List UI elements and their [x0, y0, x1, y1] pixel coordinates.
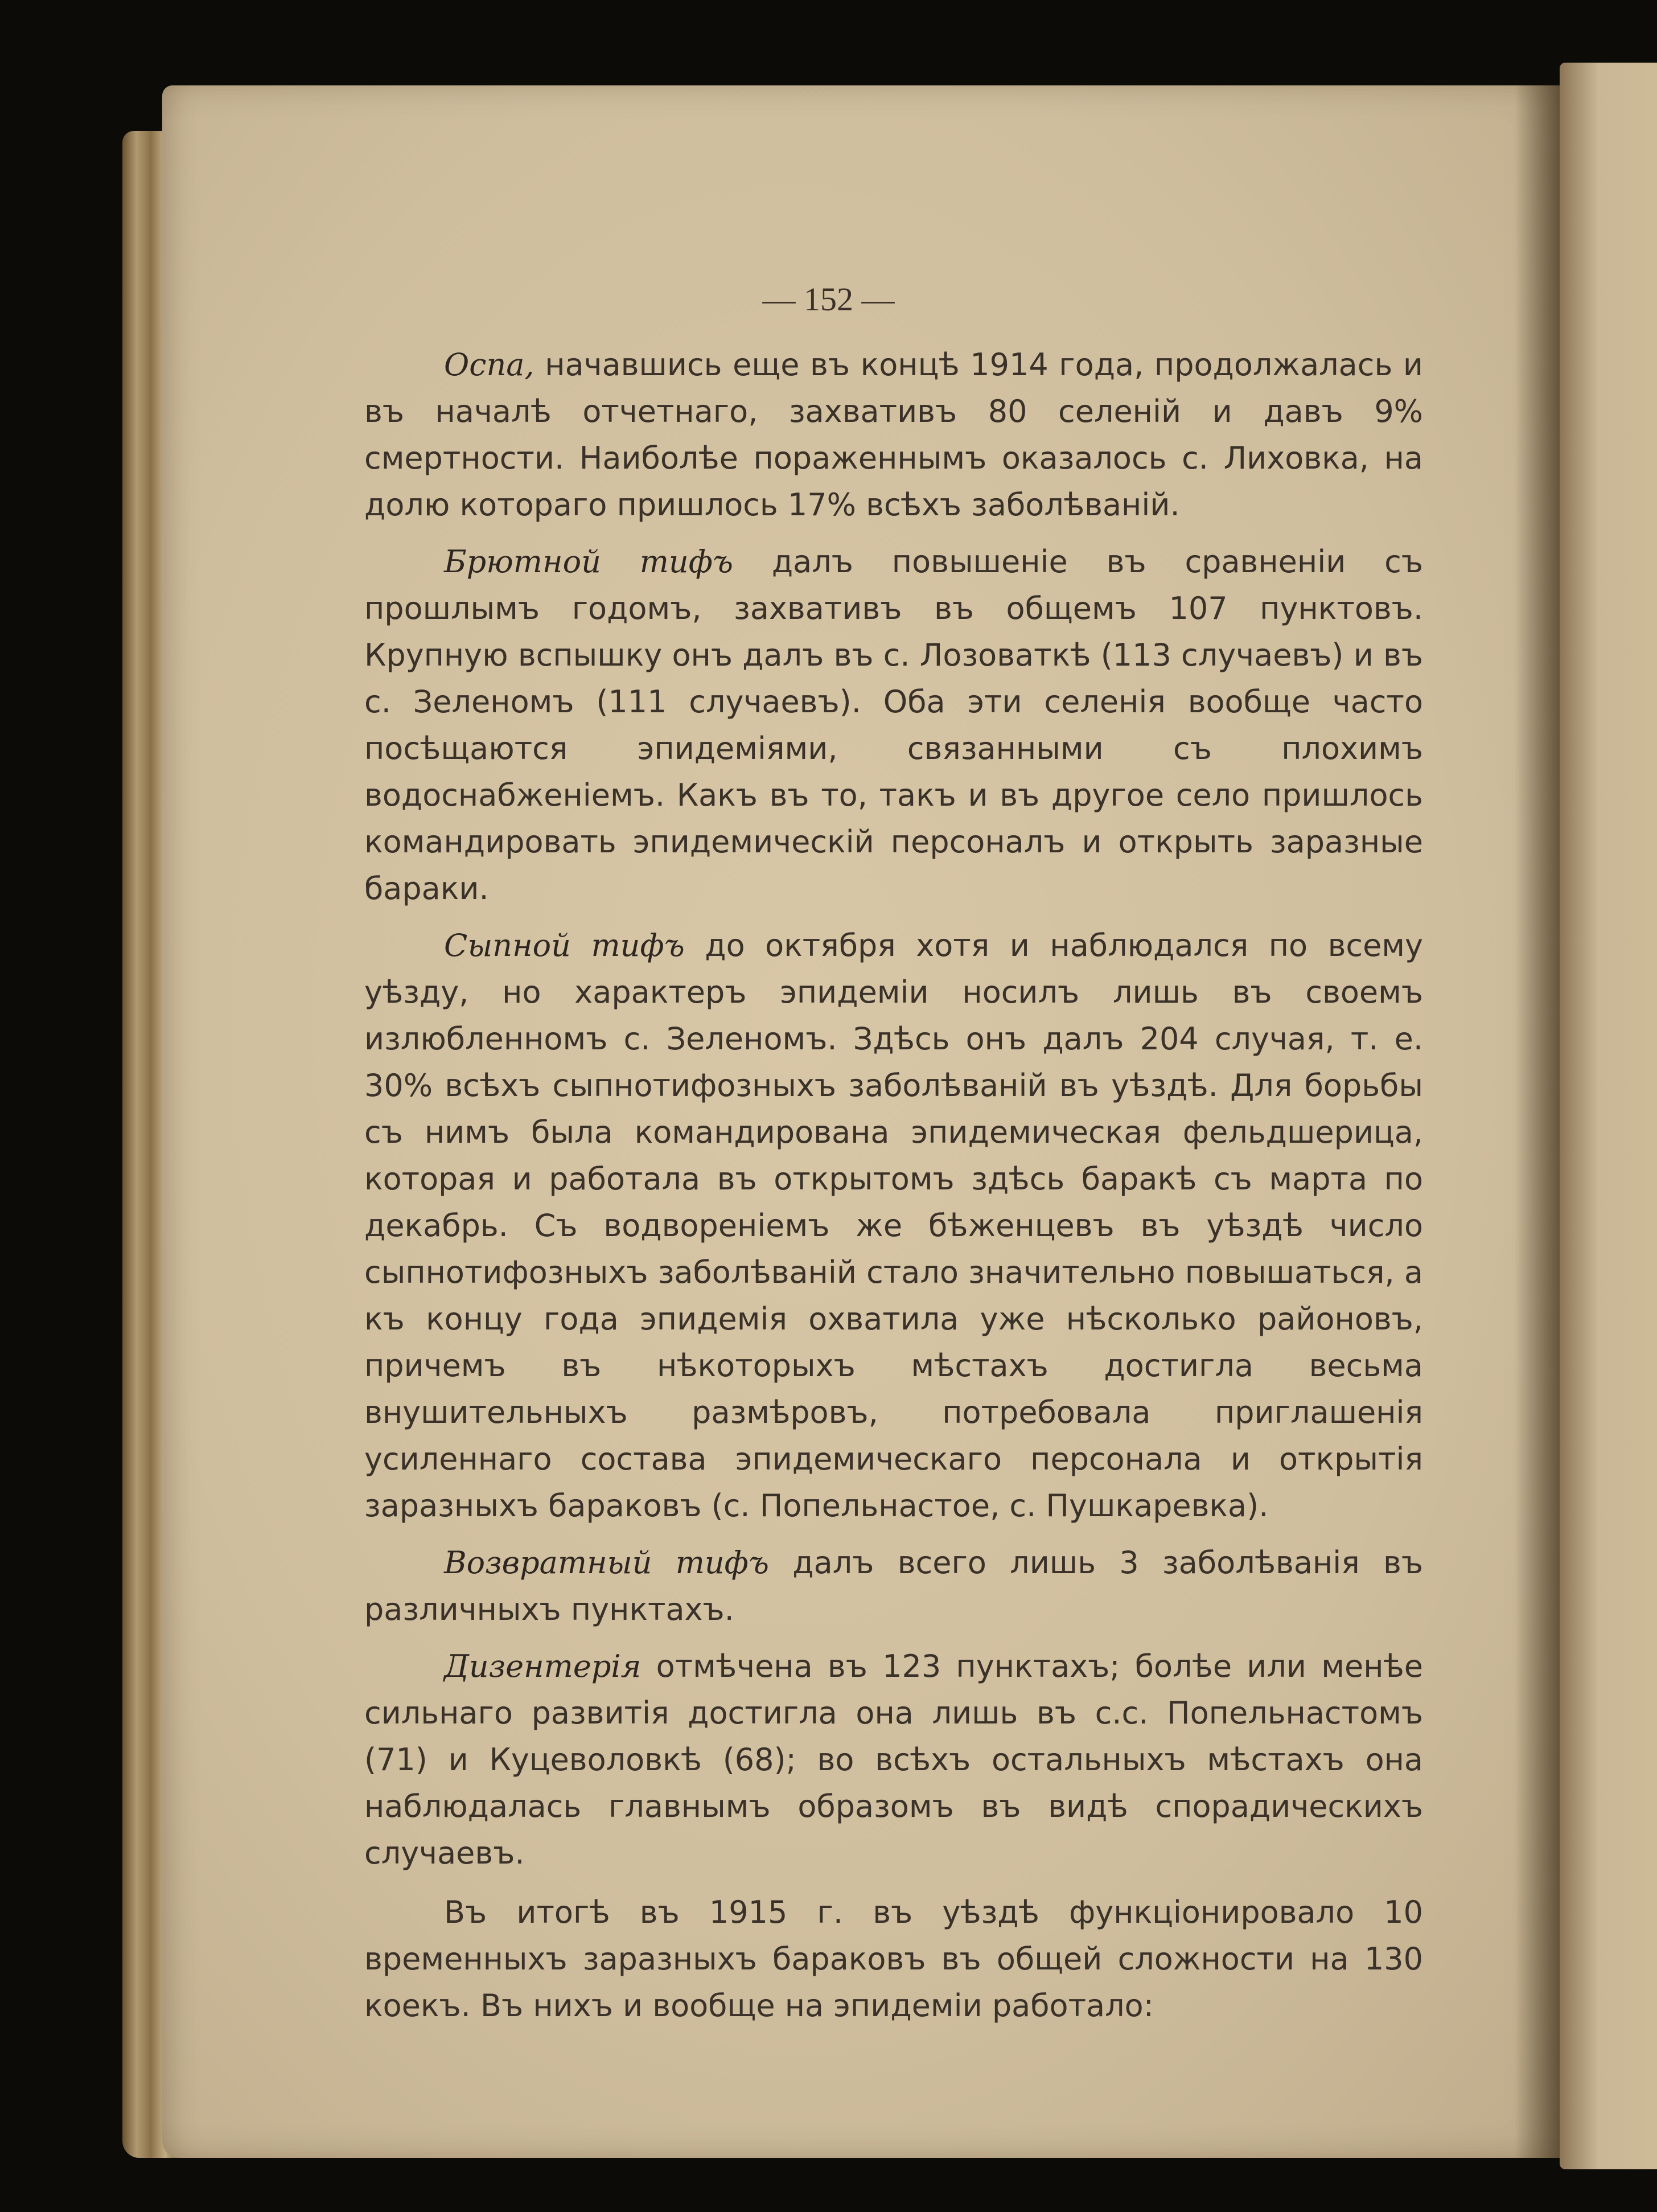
- paragraph-typhus: [364, 922, 1423, 1529]
- paragraph-heading: Сыпной тифъ: [444, 928, 685, 963]
- paragraph-text: отмѣчена въ 123 пунктахъ; болѣе или менѣе сильнаго развитiя достигла она лишь въ с.с. Попельнастомъ (71) и Куцеволовкѣ (68); во всѣхъ остальныхъ мѣстахъ она наблюдалась главнымъ образомъ въ видѣ спорадическихъ случаевъ.: [364, 1648, 1423, 1871]
- paragraph-dysentery: [364, 1643, 1423, 1877]
- paragraph-heading: Оспа,: [444, 347, 534, 383]
- paragraph-typhoid: [364, 539, 1423, 912]
- paragraph-heading: Дизентерiя: [444, 1648, 642, 1684]
- paragraph-heading: Брютной тифъ: [444, 544, 733, 580]
- paragraph-summary: Въ итогѣ въ 1915 г. въ уѣздѣ функцiонировало 10 временныхъ заразныхъ бараковъ въ общей сложности на 130 коекъ. Въ нихъ и вообще на эпидемiи работало:: [364, 1894, 1423, 2024]
- paragraph-smallpox: [364, 342, 1423, 528]
- paragraph-heading: Возвратный тифъ: [444, 1545, 769, 1581]
- page-number: — 152 —: [762, 281, 895, 318]
- paragraph-text: далъ всего лишь 3 заболѣванiя въ различныхъ пунктахъ.: [364, 1545, 1424, 1627]
- paragraph-text: до октября хотя и наблюдался по всему уѣзду, но характеръ эпидемiи носилъ лишь въ своемъ излюбленномъ с. Зеленомъ. Здѣсь онъ далъ 204 случая, т. е. 30% всѣхъ сыпнотифозныхъ заболѣванiй въ уѣздѣ. Для борьбы съ нимъ была командирована эпидемическая фельдшерица, которая и работала въ открытомъ здѣсь баракѣ съ марта по декабрь. Съ водворенiемъ же бѣженцевъ въ уѣздѣ число сыпнотифозныхъ заболѣванiй стало значительно повышаться, а къ концу года эпидемiя охватила уже нѣсколько районовъ, причемъ въ нѣкоторыхъ мѣстахъ достигла весьма внушительныхъ размѣровъ, потребовала приглашенiя усиленнаго состава эпидемическаго персонала и открытiя заразныхъ бараковъ (с. Попельнастое, с. Пушкаревка).: [364, 928, 1423, 1524]
- paragraph-text: далъ повышенiе въ сравненiи съ прошлымъ годомъ, захвативъ въ общемъ 107 пунктовъ. Крупную вспышку онъ далъ въ с. Лозоваткѣ (113 случаевъ) и въ с. Зеленомъ (111 случаевъ). Оба эти селенiя вообще часто посѣщаются эпидемiями, связанными съ плохимъ водоснабженiемъ. Какъ въ то, такъ и въ другое село пришлось командировать эпидемическiй персоналъ и открыть заразные бараки.: [364, 544, 1423, 906]
- next-page-edge: [1560, 63, 1657, 2169]
- page-body-text: [364, 342, 1423, 2039]
- paragraph-text: начавшись еще въ концѣ 1914 года, продолжалась и въ началѣ отчетнаго, захвативъ 80 селенiй и давъ 9% смертности. Наиболѣе пораженнымъ оказалось с. Лиховка, на долю котораго пришлось 17% всѣхъ заболѣванiй.: [364, 347, 1423, 523]
- paragraph-relapsing-fever: [364, 1540, 1423, 1633]
